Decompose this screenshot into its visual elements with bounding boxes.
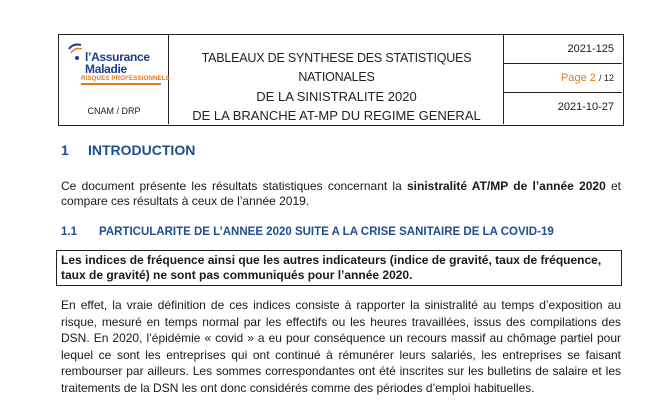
header-title-cell bbox=[169, 35, 504, 124]
logo-underline bbox=[81, 83, 161, 85]
section-heading bbox=[61, 142, 195, 158]
section-title: INTRODUCTION bbox=[88, 142, 196, 158]
section-number: 1 bbox=[61, 142, 69, 158]
subsection-title: PARTICULARITE DE L’ANNEE 2020 SUITE A LA CRISE SANITAIRE DE LA COVID-19 bbox=[99, 226, 554, 238]
document-title bbox=[169, 49, 504, 125]
intro-text-start: Ce document présente les résultats statistiques concernant la bbox=[61, 179, 407, 193]
subsection-heading bbox=[61, 226, 554, 238]
document-date: 2021-10-27 bbox=[557, 101, 614, 113]
page-indicator bbox=[504, 64, 622, 93]
header-meta-cell bbox=[504, 35, 622, 124]
title-line-2: DE LA SINISTRALITE 2020 bbox=[256, 89, 417, 104]
logo-name-line1: l’Assurance bbox=[85, 50, 150, 64]
logo-name-line2: Maladie bbox=[85, 62, 127, 76]
title-line-3: DE LA BRANCHE AT-MP DU REGIME GENERAL bbox=[192, 108, 481, 123]
intro-text-end: et compare ces résultats à ceux de l’année 2019. bbox=[61, 179, 622, 208]
highlight-box: Les indices de fréquence ainsi que les autres indicateurs (indice de gravité, taux de fréquence, taux de gravité) ne sont pas communiqués pour l’année 2020. bbox=[56, 250, 622, 286]
logo-subtitle: RISQUES PROFESSIONNELS bbox=[81, 75, 170, 82]
document-header bbox=[58, 34, 624, 126]
intro-text-bold: sinistralité AT/MP de l’année 2020 bbox=[407, 179, 606, 193]
assurance-maladie-logo bbox=[65, 41, 170, 97]
body-paragraph: En effet, la vraie définition de ces indices consiste à rapporter la sinistralité au temps d’exposition au risque, mesuré en temps normal par les effectifs ou les heures travaillées, issus des compilations des DSN. En 2020, l’épidémie « covid » a eu pour conséquence un recours massif au chômage partiel pour lequel ce sont les entreprises qui ont continué à rémunérer leurs salariés, les entreprises se faisant rembourser par ailleurs. Les sommes correspondantes ont été inscrites sur les bulletins de salaire et les traitements de la DSN les ont donc considérés comme des périodes d’emploi habituelles. bbox=[61, 298, 621, 395]
intro-paragraph bbox=[61, 179, 621, 209]
title-line-1: TABLEAUX DE SYNTHESE DES STATISTIQUES NATIONALES bbox=[201, 51, 472, 84]
subsection-number: 1.1 bbox=[61, 226, 77, 238]
page-total: / 12 bbox=[598, 73, 614, 83]
document-reference: 2021-125 bbox=[504, 35, 622, 64]
header-logo-cell bbox=[59, 35, 169, 124]
org-label: CNAM / DRP bbox=[87, 106, 141, 116]
page-number: Page 2 bbox=[561, 72, 596, 84]
